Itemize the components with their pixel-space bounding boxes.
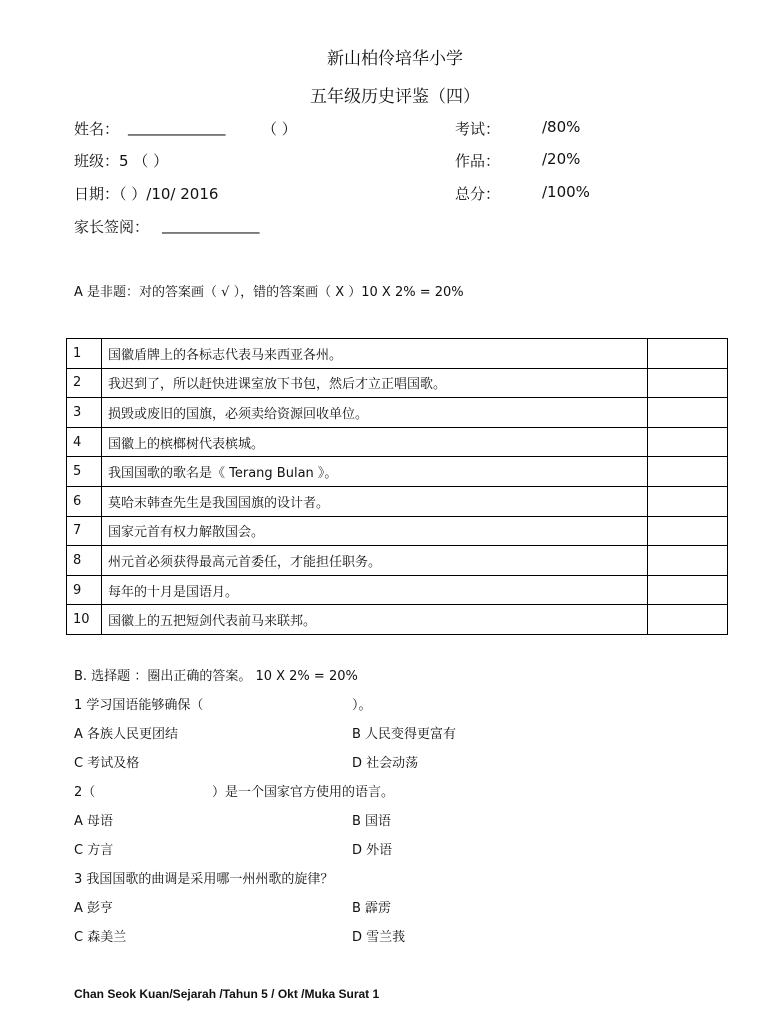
row-number: 2	[67, 368, 102, 398]
statement: 国徽上的五把短剑代表前马来联邦。	[102, 605, 648, 635]
score-exam-value: /80%	[542, 118, 581, 136]
row-number: 1	[67, 339, 102, 369]
section-b-instruction: B. 选择题 ：圈出正确的答案。 10 X 2% = 20%	[74, 669, 358, 684]
section-a-instruction: A 是非题：对的答案画（ √ ），错的答案画（ X ）10 X 2% = 20%	[74, 285, 464, 300]
question-3-option-a[interactable]: A 彭亨	[74, 901, 114, 916]
answer-cell[interactable]	[648, 605, 728, 635]
question-3-option-d[interactable]: D 雪兰莪	[352, 930, 406, 945]
statement: 国徽盾牌上的各标志代表马来西亚各州。	[102, 339, 648, 369]
statement: 每年的十月是国语月。	[102, 575, 648, 605]
score-exam-label: 考试：	[455, 120, 501, 138]
question-1-option-b[interactable]: B 人民变得更富有	[352, 727, 457, 742]
answer-cell[interactable]	[648, 398, 728, 428]
question-1-option-c[interactable]: C 考试及格	[74, 756, 140, 771]
table-row	[67, 516, 728, 546]
answer-cell[interactable]	[648, 339, 728, 369]
class-row: 班级：5 （ ）	[74, 152, 169, 170]
question-1-option-a[interactable]: A 各族人民更团结	[74, 727, 179, 742]
score-work-value: /20%	[542, 150, 581, 168]
name-paren: （ ）	[262, 120, 297, 138]
question-3-option-c[interactable]: C 森美兰	[74, 930, 127, 945]
score-total-label: 总分：	[455, 185, 501, 203]
question-1-stem: 1 学习国语能够确保（	[74, 698, 204, 713]
table-row	[67, 339, 728, 369]
question-3-stem: 3 我国国歌的曲调是采用哪一州州歌的旋律？	[74, 872, 334, 887]
score-work-label: 作品：	[455, 152, 501, 170]
question-3-option-b[interactable]: B 霹雳	[352, 901, 392, 916]
statement: 我迟到了，所以赶快进课室放下书包，然后才立正唱国歌。	[102, 368, 648, 398]
row-number: 6	[67, 486, 102, 516]
answer-cell[interactable]	[648, 457, 728, 487]
row-number: 4	[67, 427, 102, 457]
answer-cell[interactable]	[648, 486, 728, 516]
question-2-stem-end: ）是一个国家官方使用的语言。	[212, 785, 395, 800]
school-name: 新山柏伶培华小学	[327, 49, 463, 69]
parent-signature-blank: _____________	[162, 216, 260, 234]
statement: 损毁或废旧的国旗，必须卖给资源回收单位。	[102, 398, 648, 428]
parent-signature-label: 家长签阅：	[74, 218, 150, 236]
statement: 我国国歌的歌名是《 Terang Bulan 》。	[102, 457, 648, 487]
date-row: 日期：（ ）/10/ 2016	[74, 185, 219, 203]
table-row	[67, 486, 728, 516]
question-1-stem-end: ）。	[352, 698, 372, 713]
exam-title: 五年级历史评鉴（四）	[310, 87, 480, 107]
question-2-option-b[interactable]: B 国语	[352, 814, 392, 829]
score-total-value: /100%	[542, 183, 590, 201]
table-row	[67, 605, 728, 635]
question-2-option-a[interactable]: A 母语	[74, 814, 114, 829]
table-row	[67, 546, 728, 576]
question-2-option-c[interactable]: C 方言	[74, 843, 114, 858]
true-false-table	[66, 338, 728, 635]
table-row	[67, 575, 728, 605]
name-label: 姓名：	[74, 120, 120, 138]
row-number: 8	[67, 546, 102, 576]
answer-cell[interactable]	[648, 546, 728, 576]
row-number: 3	[67, 398, 102, 428]
question-2-option-d[interactable]: D 外语	[352, 843, 393, 858]
answer-cell[interactable]	[648, 575, 728, 605]
row-number: 9	[67, 575, 102, 605]
statement: 国家元首有权力解散国会。	[102, 516, 648, 546]
row-number: 5	[67, 457, 102, 487]
page-footer: Chan Seok Kuan/Sejarah /Tahun 5 / Okt /Muka Surat 1	[74, 987, 380, 1001]
table-row	[67, 427, 728, 457]
answer-cell[interactable]	[648, 368, 728, 398]
statement: 州元首必须获得最高元首委任，才能担任职务。	[102, 546, 648, 576]
table-row	[67, 398, 728, 428]
answer-cell[interactable]	[648, 516, 728, 546]
table-row	[67, 457, 728, 487]
question-2-stem: 2（	[74, 785, 96, 800]
statement: 莫哈末韩查先生是我国国旗的设计者。	[102, 486, 648, 516]
answer-cell[interactable]	[648, 427, 728, 457]
row-number: 7	[67, 516, 102, 546]
question-1-option-d[interactable]: D 社会动荡	[352, 756, 419, 771]
table-row	[67, 368, 728, 398]
row-number: 10	[67, 605, 102, 635]
statement: 国徽上的槟榔树代表槟城。	[102, 427, 648, 457]
name-blank: _____________	[128, 118, 226, 136]
